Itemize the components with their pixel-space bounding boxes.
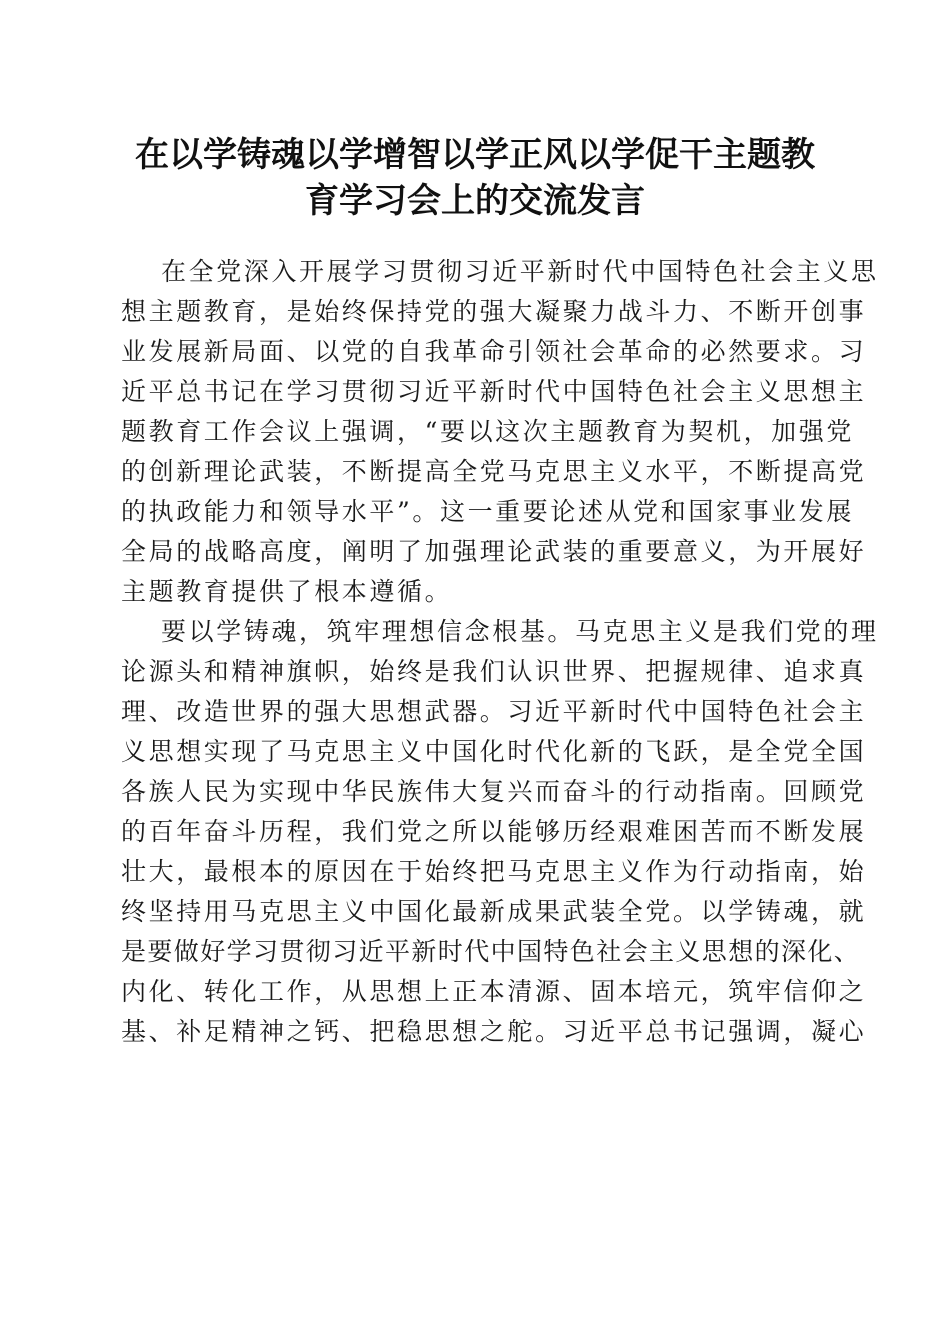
text-line: 业发展新局面、以党的自我革命引领社会革命的必然要求。习 — [121, 337, 867, 366]
paragraph-1 — [121, 252, 879, 612]
text-line: 是要做好学习贯彻习近平新时代中国特色社会主义思想的深化、 — [121, 937, 861, 966]
document-body — [121, 252, 879, 1052]
text-line: 内化、转化工作，从思想上正本清源、固本培元，筑牢信仰之 — [121, 977, 867, 1006]
text-line: 义思想实现了马克思主义中国化时代化新的飞跃，是全党全国 — [121, 737, 867, 766]
text-line: 要以学铸魂，筑牢理想信念根基。马克思主义是我们党的理 — [161, 617, 879, 646]
text-line: 理、改造世界的强大思想武器。习近平新时代中国特色社会主 — [121, 697, 867, 726]
text-line: 论源头和精神旗帜，始终是我们认识世界、把握规律、追求真 — [121, 657, 867, 686]
text-line: 全局的战略高度，阐明了加强理论武装的重要意义，为开展好 — [121, 537, 867, 566]
text-line: 想主题教育，是始终保持党的强大凝聚力战斗力、不断开创事 — [121, 297, 867, 326]
text-line: 的执政能力和领导水平”。这一重要论述从党和国家事业发展 — [121, 497, 854, 526]
text-line: 各族人民为实现中华民族伟大复兴而奋斗的行动指南。回顾党 — [121, 777, 867, 806]
text-line: 题教育工作会议上强调，“要以这次主题教育为契机，加强党 — [121, 417, 854, 446]
text-line: 在全党深入开展学习贯彻习近平新时代中国特色社会主义思 — [161, 257, 879, 286]
text-line: 终坚持用马克思主义中国化最新成果武装全党。以学铸魂，就 — [121, 897, 867, 926]
text-line: 壮大，最根本的原因在于始终把马克思主义作为行动指南，始 — [121, 857, 867, 886]
title-line: 在以学铸魂以学增智以学正风以学促干主题教 — [135, 135, 815, 175]
title-line: 育学习会上的交流发言 — [305, 181, 645, 221]
text-line: 近平总书记在学习贯彻习近平新时代中国特色社会主义思想主 — [121, 377, 867, 406]
document-title — [100, 132, 850, 224]
text-line: 的百年奋斗历程，我们党之所以能够历经艰难困苦而不断发展 — [121, 817, 867, 846]
text-line: 主题教育提供了根本遵循。 — [121, 577, 453, 606]
text-line: 的创新理论武装，不断提高全党马克思主义水平，不断提高党 — [121, 457, 867, 486]
text-line: 基、补足精神之钙、把稳思想之舵。习近平总书记强调，凝心 — [121, 1017, 867, 1046]
paragraph-2 — [121, 612, 879, 1052]
